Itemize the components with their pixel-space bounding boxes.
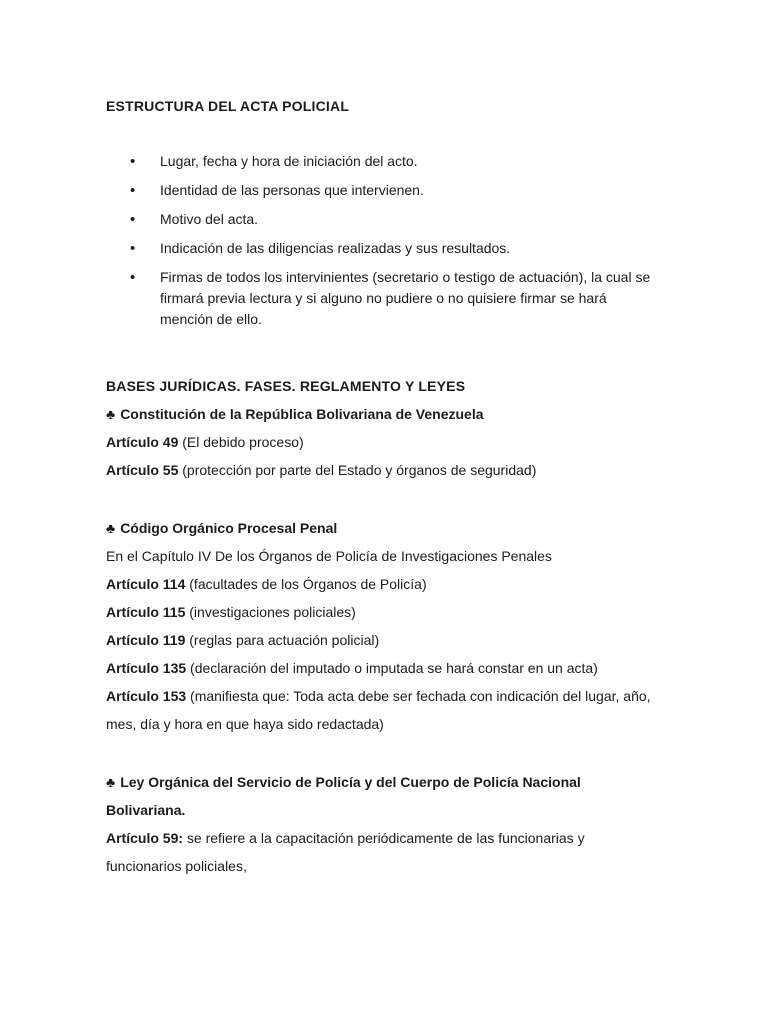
article-text: (El debido proceso) [178,434,304,450]
article-text: (investigaciones policiales) [185,604,356,620]
subsection-intro: En el Capítulo IV De los Órganos de Policía de Investigaciones Penales [106,548,552,564]
article-paragraph [106,682,663,738]
subsection-heading-text: Código Orgánico Procesal Penal [120,520,338,536]
article-label: Artículo 135 [106,660,187,676]
subsection-heading-copp [106,514,663,542]
subsection-heading-text: Constitución de la República Bolivariana de Venezuela [120,406,484,422]
article-label: Artículo 119 [106,632,186,648]
article-paragraph [106,824,663,880]
article-paragraph [106,626,663,654]
page-title: ESTRUCTURA DEL ACTA POLICIAL [106,98,350,114]
article-paragraph [106,428,663,456]
article-paragraph [106,598,663,626]
article-text: (protección por parte del Estado y órganos de seguridad) [178,462,537,478]
list-item [106,151,663,172]
article-label: Artículo 153 [106,688,187,704]
list-item [106,238,663,259]
article-text: (manifiesta que: Toda acta debe ser fechada con indicación del lugar, año, mes, día y hora en que haya sido redactada) [106,688,651,732]
article-label: Artículo 55 [106,462,179,478]
club-icon: ♣ [106,774,116,790]
article-paragraph [106,456,663,484]
article-text: (facultades de los Órganos de Policía) [185,576,427,592]
article-label: Artículo 49 [106,434,179,450]
article-paragraph [106,570,663,598]
bullet-text: Lugar, fecha y hora de iniciación del acto. [160,153,418,169]
bullet-list [106,151,663,330]
list-item [106,180,663,201]
bullet-text: Indicación de las diligencias realizadas y sus resultados. [160,240,511,256]
bullet-text: Motivo del acta. [160,211,259,227]
bullet-text: Identidad de las personas que intervienen. [160,182,424,198]
article-paragraph [106,654,663,682]
list-item [106,267,663,330]
article-text: (reglas para actuación policial) [185,632,380,648]
section-title-bases-juridicas: BASES JURÍDICAS. FASES. REGLAMENTO Y LEYES [106,378,466,394]
article-label: Artículo 59: [106,830,184,846]
list-item [106,209,663,230]
club-icon: ♣ [106,520,116,536]
club-icon: ♣ [106,406,116,422]
article-label: Artículo 115 [106,604,186,620]
bullet-text: Firmas de todos los intervinientes (secretario o testigo de actuación), la cual se firmará previa lectura y si alguno no pudiere o no quisiere firmar se hará mención de ello. [160,269,651,327]
article-text: se refiere a la capacitación periódicamente de las funcionarias y funcionarios policiales, [106,830,585,874]
article-text: (declaración del imputado o imputada se hará constar en un acta) [186,660,598,676]
subsection-heading-constitucion [106,400,663,428]
article-label: Artículo 114 [106,576,186,592]
subsection-heading-ley-organica [106,768,663,824]
subsection-heading-text: Ley Orgánica del Servicio de Policía y del Cuerpo de Policía Nacional Bolivariana. [106,774,581,818]
